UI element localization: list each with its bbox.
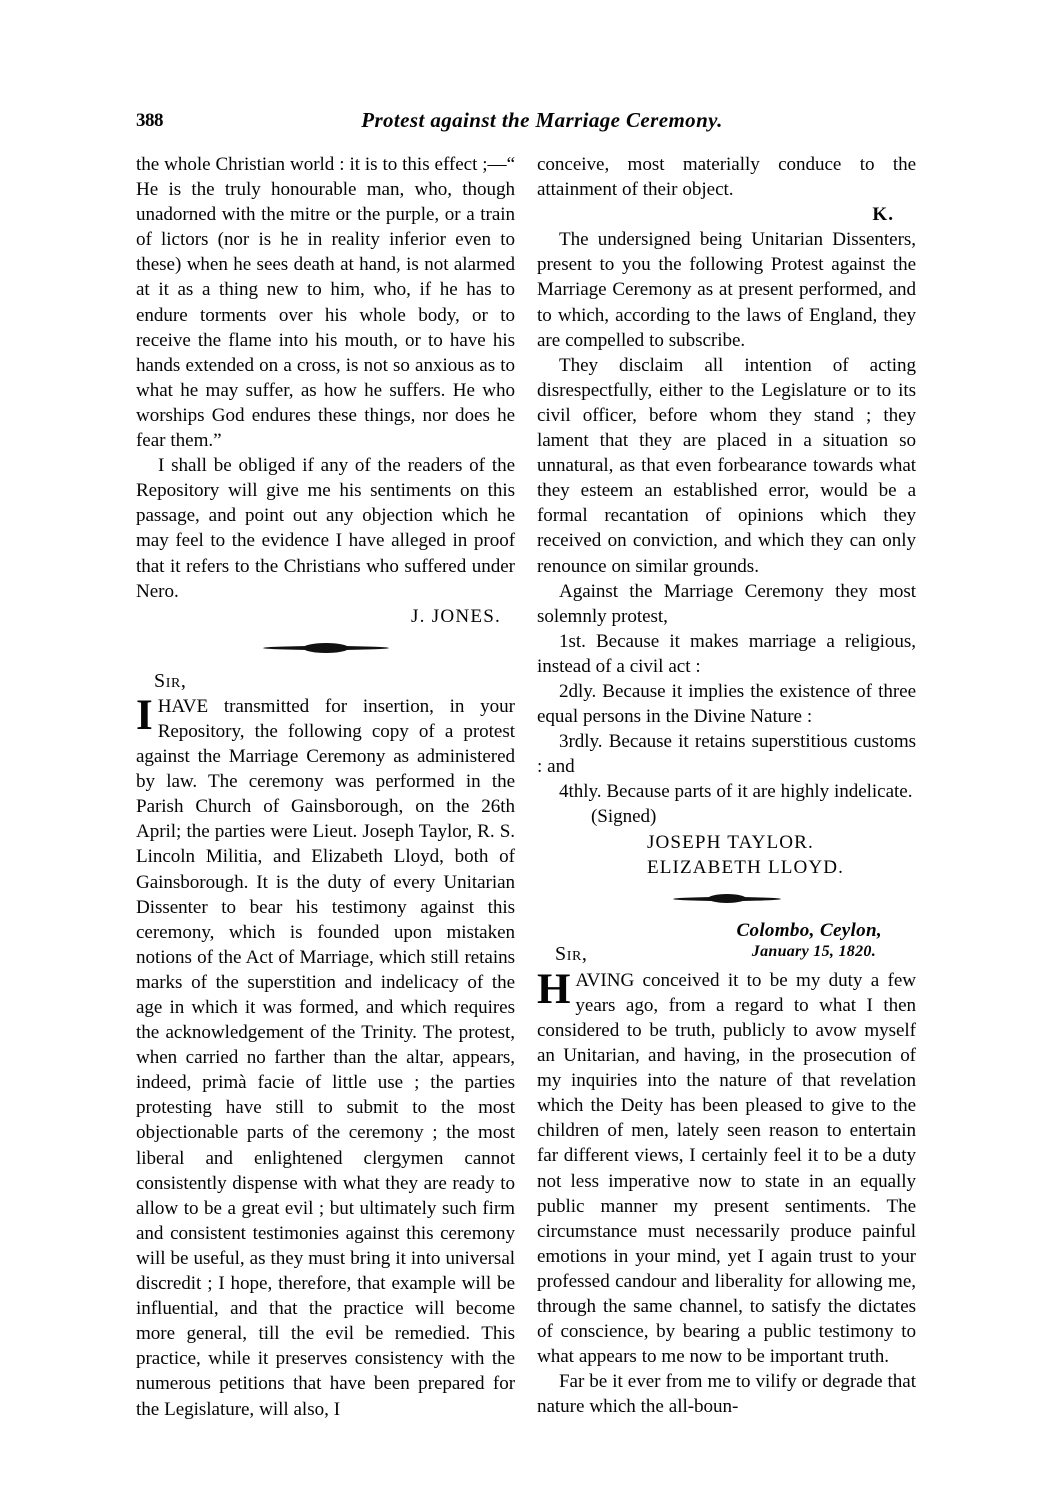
dateline-place: Colombo, Ceylon,: [736, 919, 882, 941]
dateline-row: [537, 943, 916, 968]
running-title: Protest against the Marriage Ceremony.: [361, 108, 723, 132]
signature-j-jones: J. JONES.: [410, 605, 501, 627]
letter-body-text: AVING conceived it to be my duty a few years ago, from a regard to what I then considered to be truth, publicly to avow myself an Unitarian, and having, in the prosecution of my inquiries into the nature of that revelation which the Deity has been pleased to give to the children of men, lately seen reason to entertain far different views, I certainly feel it to be a duty not less imperative now to state in an equally public manner my present sentiments. The circumstance must necessarily produce painful emotions in your mind, yet I again trust to your professed candour and liberality for allowing me, through the same channel, to satisfy the dictates of conscience, by bearing a public testimony to what appears to me now to be important truth.: [537, 969, 916, 1368]
ornament-divider: [136, 635, 515, 661]
protest-paragraph: Against the Marriage Ceremony they most solemnly protest,: [537, 580, 916, 627]
protest-paragraph: They disclaim all intention of acting disrespectfully, either to the Legislature or to its civil officer, before whom they stand ; they lament that they are placed in a situation so unnatural, as that even forbearance towards what they esteem an established error, would be a formal recantation of opinions which they received on conviction, and which they can only renounce on similar grounds.: [537, 354, 916, 577]
letter-body-paragraph: [537, 965, 916, 1370]
protest-point-1: 1st. Because it makes marriage a religious, instead of a civil act :: [537, 630, 916, 677]
signed-name-elizabeth-lloyd: ELIZABETH LLOYD.: [647, 856, 845, 878]
protest-point-4: 4thly. Because parts of it are highly indelicate.: [558, 781, 913, 803]
protest-point-2: 2dly. Because it implies the existence of three equal persons in the Divine Nature :: [537, 680, 916, 728]
paragraph: I shall be obliged if any of the readers of the Repository will give me his sentiments on this passage, and point out any objection which he may feel to the evidence I have alleged in proof that it refers to the Christians who suffered under Nero.: [136, 455, 515, 602]
paragraph: Far be it ever from me to vilify or degrade that nature which the all-boun-: [537, 1371, 916, 1418]
protest-point-3: 3rdly. Because it retains superstitious customs : and: [537, 731, 916, 778]
dateline-date: January 15, 1820.: [751, 942, 876, 960]
paragraph-continued: conceive, most materially conduce to the attainment of their object.: [537, 154, 916, 201]
paragraph-continued: the whole Christian world : it is to this effect ;—“ He is the truly honourable man, who, though unadorned with the mitre or the purple, or a train of lictors (nor is he in reality inferior even to these) when he sees death at hand, is not alarmed at it as a thing new to him, who, if he has to endure torments over his whole body, or to receive the flame into his mouth, or to have his hands extended on a cross, is not so anxious as to what he may suffer, as how he suffers. He who worships God endures these things, nor does he fear them.”: [136, 154, 515, 452]
drop-cap-letter: H: [537, 965, 571, 1013]
ornament-divider: [537, 886, 916, 912]
signed-label: (Signed): [591, 806, 657, 828]
column-right: [537, 152, 916, 1420]
signature-initial-k: K.: [872, 204, 894, 226]
salutation-sir: Sir,: [154, 669, 187, 692]
page-number: 388: [136, 110, 163, 131]
protest-paragraph: The undersigned being Unitarian Dissenters, present to you the following Protest against the Marriage Ceremony as at present performed, and to which, according to the laws of England, they are compelled to subscribe.: [537, 229, 916, 351]
column-left: [136, 152, 515, 1422]
signed-name-joseph-taylor: JOSEPH TAYLOR.: [647, 831, 814, 853]
salutation-sir: Sir,: [555, 942, 588, 965]
drop-cap-letter: I: [136, 691, 153, 739]
letter-body-paragraph: [136, 691, 515, 1422]
letter-body-text: HAVE transmitted for insertion, in your Repository, the following copy of a protest against the Marriage Ceremony as administered by law. The ceremony was performed in the Parish Church of Gainsborough, on the 26th April; the parties were Lieut. Joseph Taylor, R. S. Lincoln Militia, and Elizabeth Lloyd, both of Gainsborough. It is the duty of every Unitarian Dissenter to bear his testimony against this ceremony, which is founded upon mistaken notions of the Act of Marriage, which still retains marks of the superstition and indelicacy of the age in which it was formed, and which requires the acknowledgement of the Trinity. The protest, when carried no farther than the altar, appears, indeed, primà facie of little use ; the parties protesting have still to submit to the most objectionable parts of the ceremony ; the most liberal and enlightened clergymen cannot consistently dispense with what they are ready to allow to be a great evil ; but ultimately such firm and consistent testimonies against this ceremony will be useful, as they must bring it into universal discredit ; I hope, therefore, that example will be influential, and that the practice will become more general, till the evil be remedied. This practice, while it preserves consistency with the numerous petitions that have been prepared for the Legislature, will also, I: [136, 695, 515, 1420]
running-head: [136, 108, 912, 138]
